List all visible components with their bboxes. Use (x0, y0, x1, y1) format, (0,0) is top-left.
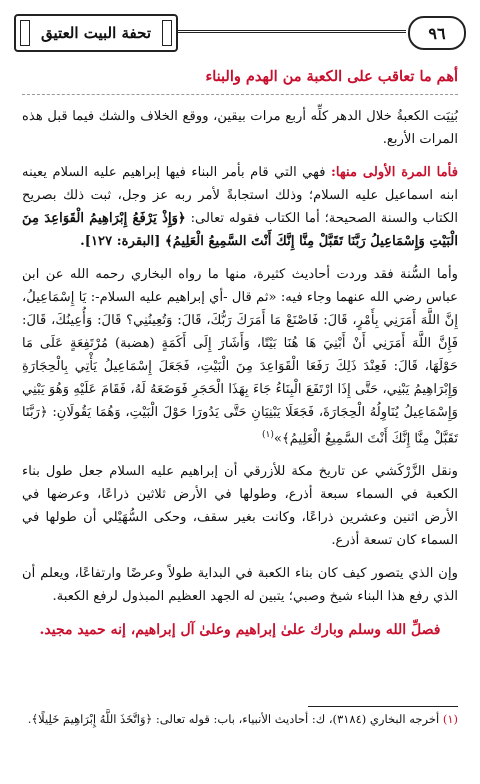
paragraph-4 (22, 460, 458, 552)
section-heading: أهم ما تعاقب على الكعبة من الهدم والبناء (205, 68, 458, 85)
paragraph-2-lead: فأما المرة الأولى منها: (331, 165, 459, 180)
paragraph-4-text: ونقل الزَّرْكَشي عن تاريخ مكة للأزرقي أن إبراهيم عليه السلام جعل طول بناء الكعبة في السماء سبعة أذرع، وطولها في الأرض ثلاثين ذراعًا، وعرضها في الأرض اثنين وعشرين ذراعًا، وكانت بغير سقف، وحكى السُّهَيْلي أن طولها في السماء كان تسعة أذرع. (22, 464, 458, 549)
footnote-text: أخرجه البخاري (٣١٨٤)، ك: أحاديث الأنبياء، باب: قوله تعالى: ﴿وَاتَّخَذَ اللَّهُ إِبْرَاهِيمَ خَلِيلًا﴾. (27, 712, 440, 726)
paragraph-5 (22, 562, 458, 608)
footnote (22, 710, 458, 728)
page-number: ٩٦ (408, 16, 466, 50)
paragraph-1 (22, 105, 458, 151)
closing-prayer: فصلِّ الله وسلم وبارك علىٰ إبراهيم وعلىٰ آل إبراهيم، إنه حميد مجيد. (39, 622, 441, 639)
page-header (14, 14, 466, 52)
heading-divider (22, 94, 458, 95)
paragraph-1-text: بُنِيَت الكعبةُ خلال الدهر كلِّه أربع مرات بيقين، ووقع الخلاف والشك فيما قبل هذه المرات الأربع. (22, 109, 458, 147)
quran-quote: ﴿وَإِذْ يَرْفَعُ إِبْرَاهِيمُ الْقَوَاعِدَ مِنَ الْبَيْتِ وَإِسْمَاعِيلُ رَبَّنَا تَقَبَّلْ مِنَّا إِنَّكَ أَنْتَ السَّمِيعُ الْعَلِيمُ﴾ (22, 211, 458, 249)
paragraph-2-text: فهي التي قام بأمر البناء فيها إبراهيم عليه السلام يعينه ابنه اسماعيل عليه السلام؛ وذلك استجابةً لأمر ربه عز وجل، ثبت ذلك بصريح الكتاب والسنة الصحيحة؛ أما الكتاب فقوله تعالى: (22, 165, 458, 226)
book-title: تحفة البيت العتيق (14, 14, 178, 52)
footnote-divider (308, 706, 458, 707)
paragraph-2 (22, 161, 458, 253)
quran-reference: [البقرة: ١٢٧]. (80, 234, 166, 249)
footnote-number: (١) (442, 712, 458, 726)
header-divider (178, 30, 406, 33)
paragraph-3 (22, 263, 458, 450)
paragraph-5-text: وإن الذي يتصور كيف كان بناء الكعبة في البداية طولاً وعرضًا وارتفاعًا، ويعلم أن الذي رفع هذا البناء شيخ وصبي؛ يتبين له الجهد العظيم المبذول لرفع الكعبة. (22, 566, 458, 605)
footnote-marker[interactable]: (١) (262, 430, 274, 440)
paragraph-3-text: وأما السُّنة فقد وردت أحاديث كثيرة، منها ما رواه البخاري رحمه الله عن ابن عباس رضي الله عنهما وجاء فيه: «ثم قال -أي إبراهيم عليه السلام-: يَا إِسْمَاعِيلُ، إِنَّ اللَّهَ أَمَرَنِي بِأَمْرٍ، قَالَ: فَاصْنَعْ مَا أَمَرَكَ رَبُّكَ، قَالَ: وَتُعِينُنِي؟ قَالَ: وَأُعِينُكَ، قَالَ: فَإِنَّ اللَّهَ أَمَرَنِي أَنْ أَبْنِيَ هَا هُنَا بَيْتًا، وَأَشَارَ إِلَى أَكَمَةٍ (هضبة) مُرْتَفِعَةٍ عَلَى مَا حَوْلَهَا، قَالَ: فَعِنْدَ ذَلِكَ رَفَعَا الْقَوَاعِدَ مِنَ الْبَيْتِ، فَجَعَلَ إِسْمَاعِيلُ يَأْتِي بِالْحِجَارَةِ وَإِبْرَاهِيمُ يَبْنِي، حَتَّى إِذَا ارْتَفَعَ الْبِنَاءُ جَاءَ بِهَذَا الْحَجَرِ فَوَضَعَهُ لَهُ، فَقَامَ عَلَيْهِ وَهُوَ يَبْنِي وَإِسْمَاعِيلُ يُنَاوِلُهُ الْحِجَارَةَ، فَجَعَلَا يَبْنِيَانِ حَتَّى يَدُورَا حَوْلَ الْبَيْتِ، وَهُمَا يَقُولَانِ: ﴿رَبَّنَا تَقَبَّلْ مِنَّا إِنَّكَ أَنْتَ السَّمِيعُ الْعَلِيمُ﴾» (22, 267, 458, 447)
page-content (22, 66, 458, 642)
